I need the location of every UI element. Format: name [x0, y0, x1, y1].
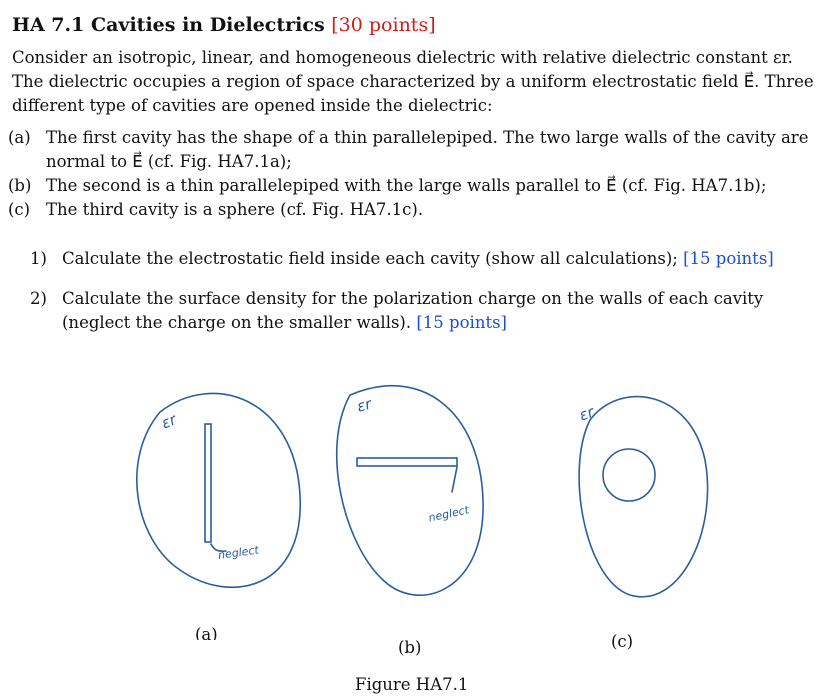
question-2 — [30, 287, 820, 335]
cavity-a-thin-slab — [205, 424, 211, 542]
neglect-label-b: neglect — [427, 503, 471, 525]
cavity-text: The first cavity has the shape of a thin parallelepiped. The two large walls of the cavity are normal to E⃗ (cf. Fig. HA7.1a); — [46, 128, 809, 171]
cavity-b-thin-slab — [357, 458, 457, 466]
neglect-arrow-b — [452, 467, 457, 492]
question-body: Calculate the electrostatic field inside each cavity (show all calculations); — [62, 249, 678, 268]
problem-intro: Consider an isotropic, linear, and homogeneous dielectric with relative dielectric constant εr. The dielectric occupies a region of space characterized by a uniform electrostatic field E⃗. Three different type of cavities are opened inside the dielectric: — [12, 48, 814, 115]
figure-title: Figure HA7.1 — [355, 675, 469, 694]
cavity-text: The second is a thin parallelepiped with the large walls parallel to E⃗ (cf. Fig. HA7.1b); — [46, 176, 767, 195]
epsilon-label-a: εr — [158, 410, 179, 433]
question-points: [15 points] — [416, 313, 507, 332]
figure-caption-b: (b) — [398, 638, 422, 657]
question-text — [62, 287, 820, 335]
cavity-item-b — [8, 174, 820, 198]
cavity-item-c — [8, 198, 820, 222]
cavity-c-sphere — [603, 449, 655, 501]
question-1 — [30, 247, 820, 271]
problem-title-text: HA 7.1 Cavities in Dielectrics — [12, 14, 325, 36]
figure-caption-c: (c) — [611, 632, 634, 651]
cavity-label: (a) — [8, 128, 31, 147]
cavity-item-a — [8, 126, 820, 174]
figure-drawing — [0, 350, 830, 640]
dielectric-outline-b — [337, 386, 483, 595]
question-text — [62, 247, 820, 271]
cavity-text: The third cavity is a sphere (cf. Fig. HA7.1c). — [46, 200, 424, 219]
problem-title — [12, 14, 436, 36]
question-number: 1) — [30, 249, 47, 268]
figure-caption-a: (a) — [195, 625, 218, 640]
question-number: 2) — [30, 289, 47, 308]
epsilon-label-b: εr — [354, 394, 374, 416]
epsilon-label-c: εr — [576, 402, 597, 425]
question-body: Calculate the surface density for the polarization charge on the walls of each cavity (neglect the charge on the smaller walls). — [62, 289, 764, 332]
problem-points: [30 points] — [331, 14, 436, 36]
figure-ha7-1 — [0, 350, 830, 640]
cavity-label: (c) — [8, 200, 31, 219]
neglect-label-a: neglect — [217, 543, 260, 563]
cavity-list — [8, 126, 820, 222]
question-points: [15 points] — [683, 249, 774, 268]
cavity-label: (b) — [8, 176, 32, 195]
